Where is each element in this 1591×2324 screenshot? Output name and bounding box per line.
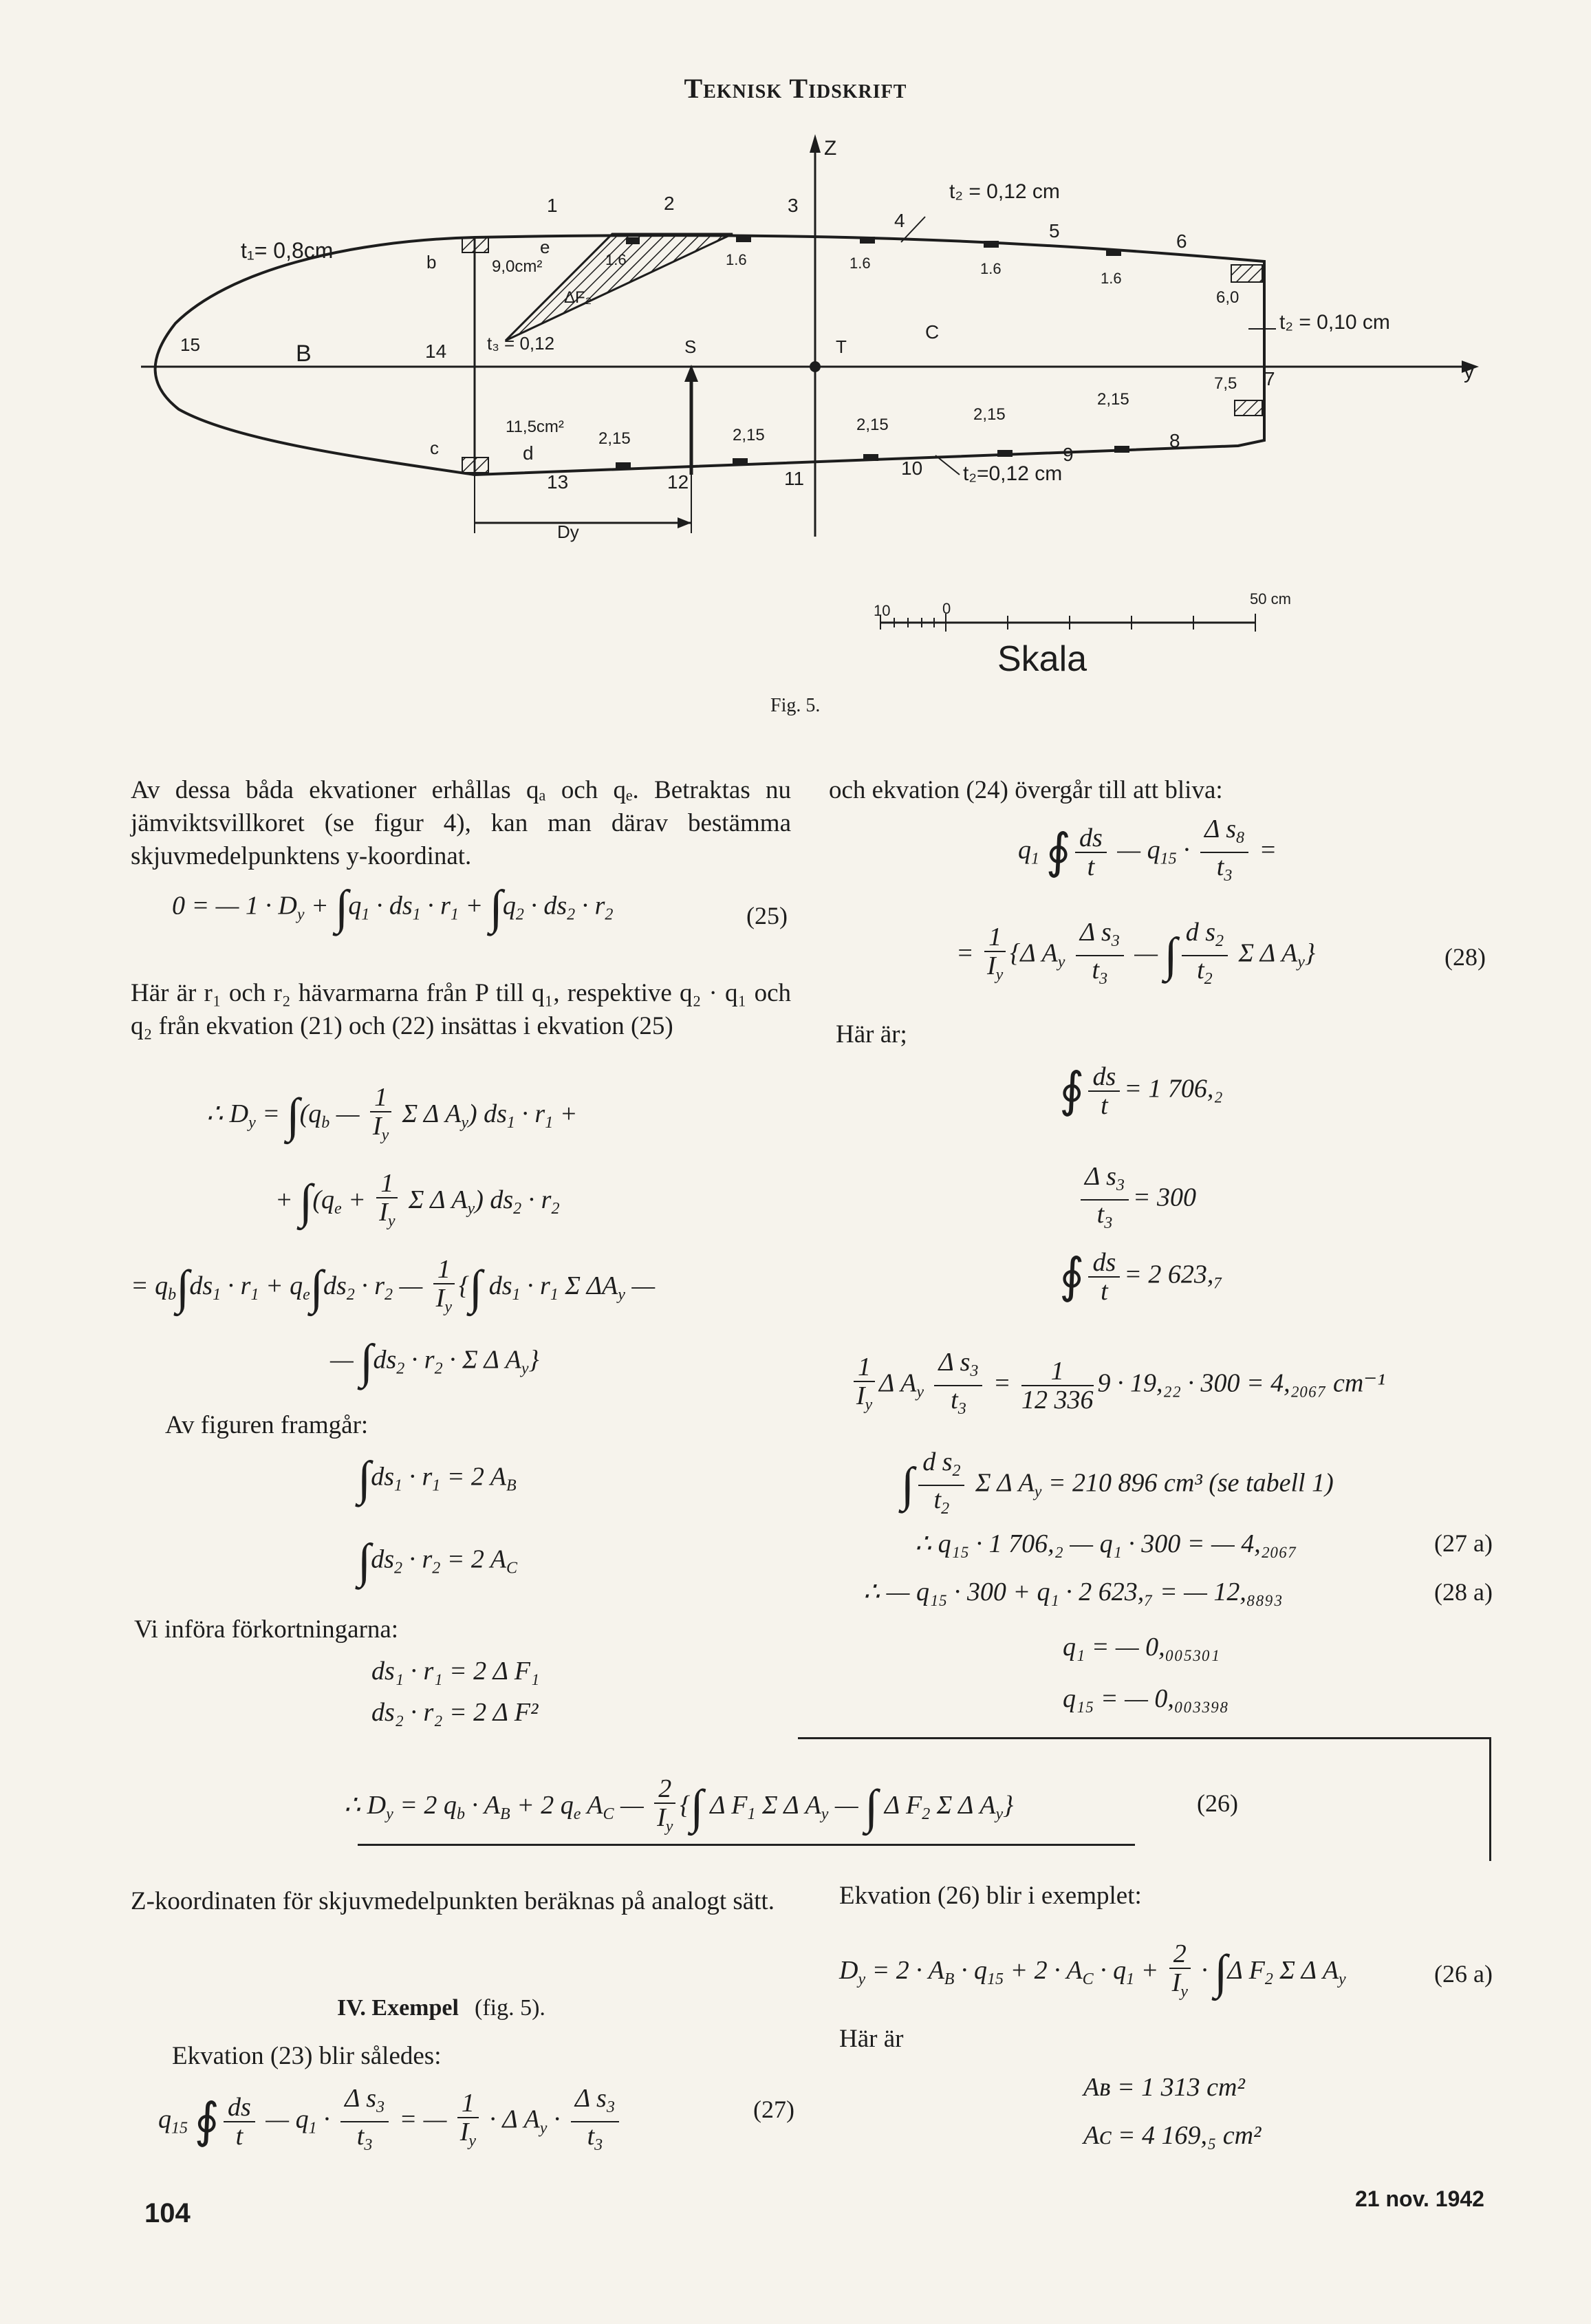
label-e: e	[540, 237, 550, 257]
label-area-d: 11,5cm²	[506, 418, 564, 436]
scale-right: 50 cm	[1250, 590, 1291, 607]
scale-left: 10	[874, 602, 891, 619]
station-1: 1	[547, 195, 558, 216]
scale-zero: 0	[942, 600, 951, 617]
value-ds-t-c: ∮ $\frac{ds}{t}$ = 2 623,₇	[1059, 1248, 1223, 1306]
value-ab: Aʙ = 1 313 cm²	[1083, 2073, 1245, 2102]
paragraph-1: Av dessa båda ekvationer erhållas qₐ och qₑ. Betraktas nu jämviktsvillkoret (se figur 4), kan man därav bestämma skjuvmedelpunktens y-koordinat.	[131, 776, 791, 870]
box-top-rule	[798, 1737, 1489, 1739]
stringer-3	[736, 235, 751, 242]
equation-dy-1: ∴ $D_y = \int(q_b$ — $\frac{1}{I_y}$ Σ Δ $A_y$) $ds_1 \cdot r_1$ +	[206, 1083, 578, 1144]
equation-27: $q_{15}$ ∮ $\frac{ds}{t}$ — $q_1$ · $\frac{\Delta s_3}{t_3}$ = — $\frac{1}{I_y}$ · Δ $A_y$ · $\frac{\Delta s_3}{t_3}$	[158, 2085, 623, 2159]
stringer-e	[462, 237, 488, 252]
eq-number-28a: (28 a)	[1434, 1578, 1493, 1606]
label-b: b	[426, 252, 437, 272]
dy-label: Dy	[557, 521, 579, 542]
station-3: 3	[788, 195, 799, 216]
abbreviation-2: ds₂ · r₂ = 2 Δ F²	[371, 1698, 539, 1727]
equation-26a: $D_y = 2 \cdot A_B \cdot q_{15} + 2 \cdot A_C \cdot q_1$ + $\frac{2}{I_y}$ · ∫Δ $F_2$ Σ Δ $A_y$	[839, 1939, 1346, 2001]
label-C: C	[925, 321, 940, 343]
stringer-12	[616, 462, 631, 469]
station-5: 5	[1049, 220, 1060, 241]
station-14: 14	[425, 341, 447, 362]
value-top-3: 1.6	[980, 260, 1002, 277]
har-ar-2: Här är	[839, 2025, 904, 2053]
label-area-right-low: 7,5	[1214, 374, 1237, 393]
z-axis-arrow	[810, 134, 821, 153]
value-bottom-4: 2,15	[973, 405, 1006, 424]
stringer-8	[1114, 446, 1129, 453]
station-12: 12	[667, 471, 689, 493]
label-t2-top: t₂ = 0,12 cm	[949, 180, 1060, 203]
ekvation-26-text: Ekvation (26) blir i exemplet:	[839, 1882, 1142, 1910]
figure-caption: Fig. 5.	[770, 695, 821, 716]
value-top-4: 1.6	[1101, 270, 1122, 287]
stringer-d	[462, 458, 488, 473]
label-f2: ΔF₂	[564, 288, 592, 307]
equation-28-line2: = $\frac{1}{I_y}$ {Δ $A_y$ $\frac{\Delta s_3}{t_3}$ — ∫ $\frac{d s_2}{t_2}$ Σ Δ $A_y$}	[956, 918, 1316, 988]
equation-ac: $\int ds_2 \cdot r_2 = 2$ $A_C$	[358, 1535, 517, 1588]
eq-number-28: (28)	[1444, 943, 1486, 971]
axis-z-label: Z	[824, 137, 837, 160]
station-9: 9	[1063, 444, 1074, 465]
box-right-rule	[1489, 1737, 1491, 1861]
value-top-2: 1.6	[849, 255, 871, 272]
label-area-e: 9,0cm²	[492, 257, 543, 276]
ekvation-24: och ekvation (24) övergår till att bliva:	[829, 776, 1223, 804]
eq-number-27: (27)	[753, 2096, 794, 2123]
wing-profile	[155, 235, 1264, 475]
value-integral-sum: ∫ $\frac{d s_2}{t_2}$ Σ Δ $A_y = 210$ 896 cm³ (se tabell 1)	[901, 1448, 1334, 1518]
value-bottom-5: 2,15	[1097, 390, 1129, 409]
equation-dy-4: — $\int ds_2 \cdot r_2 \cdot \Sigma$ Δ $A_y$}	[330, 1335, 539, 1388]
label-c-lower: c	[430, 438, 439, 458]
equation-ab: $\int ds_1 \cdot r_1 = 2$ $A_B$	[358, 1452, 517, 1505]
value-ac: Aᴄ = 4 169,₅ cm²	[1083, 2121, 1262, 2150]
label-T: T	[836, 336, 847, 357]
result-q15: q₁₅ = — 0,₀₀₃₃₉₈	[1063, 1684, 1229, 1713]
label-S: S	[684, 336, 697, 357]
paragraph-2: Här är r₁ och r₂ hävarmarna från P till q₁, respektive q₂ · q₁ och q₂ från ekvation (21) och (22) insättas i ekvation (25)	[131, 979, 791, 1040]
issue-date: 21 nov. 1942	[1355, 2186, 1484, 2211]
value-bottom-2: 2,15	[733, 426, 765, 444]
label-B: B	[296, 341, 312, 367]
figure-wing-section	[0, 0, 1591, 722]
stringer-6	[1231, 265, 1262, 282]
stringer-2	[626, 237, 640, 244]
centroid-dot	[810, 361, 821, 372]
label-t2-bottom: t₂=0,12 cm	[963, 462, 1063, 485]
value-bottom-1: 2,15	[598, 429, 631, 448]
equation-dy-2: + $\int(q_e$ + $\frac{1}{I_y}$ Σ Δ $A_y$) $ds_2 \cdot r_2$	[275, 1169, 560, 1230]
value-top-1: 1.6	[726, 251, 747, 268]
value-top-5: 1.6	[605, 251, 627, 268]
stringer-11	[733, 458, 748, 465]
equation-25: 0 = — $1 \cdot D_y + \int q_1 \cdot ds_1 \cdot r_1 + \int q_2 \cdot ds_2 \cdot r_2$	[172, 881, 614, 934]
section-heading: IV. Exempel	[337, 1995, 459, 2021]
label-t2-right: t₂ = 0,10 cm	[1279, 311, 1390, 334]
equation-26: ∴ $D_y = 2$ $q_b \cdot A_B + 2$ $q_e$ $A_C$ — $\frac{2}{I_y}$ {∫ Δ $F_1$ Σ Δ $A_y$ — ∫ Δ $F_2$ Σ Δ $A_y$}	[344, 1774, 1014, 1836]
station-4: 4	[894, 210, 905, 231]
label-area-right: 6,0	[1216, 288, 1240, 307]
label-t3: t₃ = 0,12	[487, 333, 555, 354]
eq-number-26a: (26 a)	[1434, 1960, 1493, 1988]
value-bottom-3: 2,15	[856, 416, 889, 434]
value-ds-t-b: ∮ $\frac{ds}{t}$ = 1 706,₂	[1059, 1062, 1223, 1120]
eq-number-25: (25)	[746, 902, 788, 929]
z-koordinaten: Z-koordinaten för skjuvmedelpunkten beräknas på analogt sätt.	[131, 1887, 775, 1915]
equation-28-line1: $q_1$ ∮ $\frac{ds}{t}$ — $q_{15}$ · $\frac{\Delta s_8}{t_3}$ =	[1018, 815, 1277, 885]
av-figuren: Av figuren framgår:	[165, 1411, 369, 1439]
station-10: 10	[901, 458, 923, 479]
result-q1: q₁ = — 0,₀₀₅₃₀₁	[1063, 1633, 1220, 1661]
abbreviation-1: ds₁ · r₁ = 2 Δ F₁	[371, 1657, 540, 1686]
label-d: d	[523, 442, 534, 464]
axis-y-label: y	[1464, 361, 1474, 383]
equation-27a: ∴ q₁₅ · 1 706,₂ — q₁ · 300 = — 4,₂₀₆₇	[915, 1529, 1297, 1558]
equation-28a: ∴ — q₁₅ · 300 + q₁ · 2 623,₇ = — 12,₈₈₉₃	[863, 1578, 1283, 1606]
section-fig-ref: (fig. 5).	[475, 1995, 545, 2021]
eq-number-27a: (27 a)	[1434, 1529, 1493, 1557]
box-bottom-rule	[358, 1844, 1135, 1846]
vi-infora: Vi införa förkortningarna:	[134, 1615, 399, 1644]
station-11: 11	[784, 468, 805, 489]
stringer-9	[997, 450, 1013, 457]
station-7: 7	[1264, 368, 1275, 389]
journal-title: Teknisk Tidskrift	[684, 73, 907, 104]
value-ratio: $\frac{1}{I_y}$ Δ $A_y$ $\frac{\Delta s_3}{t_3}$ = $\frac{1}{12 336}$ 9 · 19,₂₂ · 300 = 4,₂₀₆₇ cm⁻¹	[849, 1348, 1385, 1423]
stringer-10	[863, 454, 878, 461]
stringer-5	[984, 241, 999, 248]
equation-dy-3: = $q_b\int ds_1 \cdot r_1 + q_e\int ds_2 \cdot r_2$ — $\frac{1}{I_y}$ {∫ $ds_1 \cdot r_1$ Σ $\Delta A_y$ —	[131, 1255, 656, 1316]
value-ds3-t3: $\frac{\Delta s_3}{t_3}$ = 300	[1076, 1163, 1196, 1237]
eq-number-26: (26)	[1197, 1789, 1238, 1817]
stringer-4	[860, 237, 875, 244]
station-2: 2	[664, 193, 675, 214]
label-t1: t₁= 0,8cm	[241, 238, 334, 263]
scale-word: Skala	[997, 639, 1087, 679]
har-ar: Här är;	[836, 1020, 907, 1048]
station-6: 6	[1176, 230, 1187, 252]
stringer-5b	[1106, 249, 1121, 256]
ekvation-23: Ekvation (23) blir således:	[172, 2042, 442, 2070]
station-13: 13	[547, 471, 569, 493]
page-number: 104	[144, 2198, 191, 2228]
station-8: 8	[1169, 430, 1180, 451]
station-15: 15	[180, 334, 200, 355]
stringer-7	[1235, 400, 1262, 416]
